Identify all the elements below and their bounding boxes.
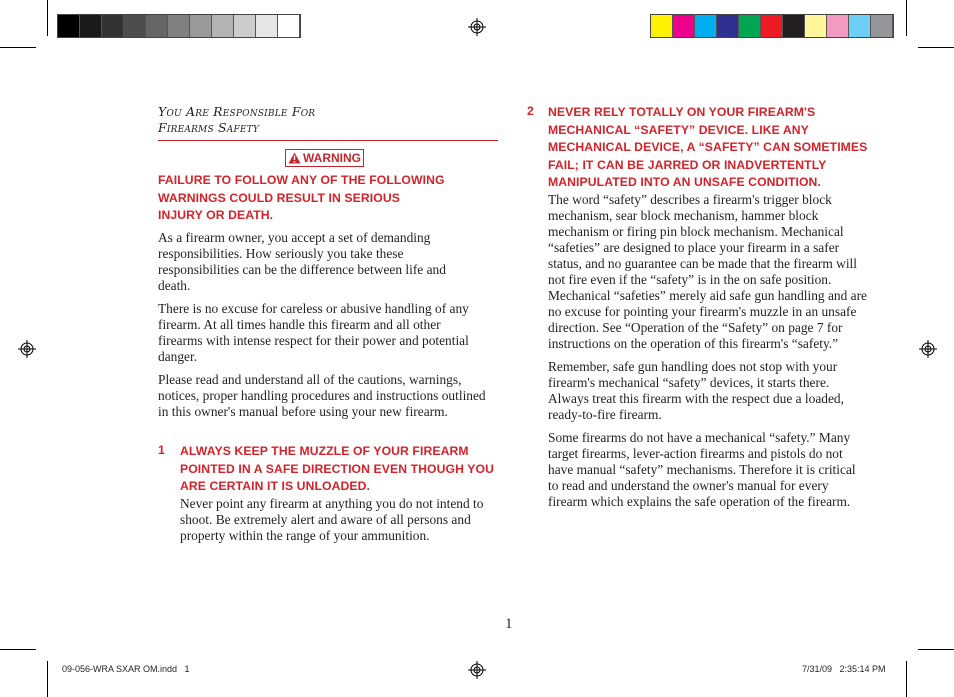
- slug-timestamp: 7/31/09 2:35:14 PM: [802, 664, 886, 674]
- grayscale-bar: [57, 14, 301, 38]
- registration-mark-icon: [919, 340, 937, 358]
- slug-filename: 09-056-WRA SXAR OM.indd 1: [62, 664, 190, 674]
- warning-text: FAILURE TO FOLLOW ANY OF THE FOLLOWING WARNINGS COULD RESULT IN SERIOUS INJURY OR DEATH.: [158, 173, 445, 222]
- item-heading: ALWAYS KEEP THE MUZZLE OF YOUR FIREARM POINTED IN A SAFE DIRECTION EVEN THOUGH YOU ARE CERTAIN IT IS UNLOADED.: [180, 444, 494, 493]
- grayscale-swatch: [278, 15, 300, 37]
- grayscale-swatch: [234, 15, 256, 37]
- warning-triangle-icon: [288, 152, 301, 164]
- grayscale-swatch: [256, 15, 278, 37]
- item-heading: NEVER RELY TOTALLY ON YOUR FIREARM'S MECHANICAL “SAFETY” DEVICE. LIKE ANY MECHANICAL DEVICE, A “SAFETY” CAN SOMETIMES FAIL; IT CAN BE JARRED OR INADVERTENTLY MANIPULATED INTO AN UNSAFE CONDITION.: [548, 105, 868, 189]
- paragraph: Please read and understand all of the cautions, warnings, notices, proper handling procedures and instructions outlined in this owner's manual before using your new firearm.: [158, 371, 486, 419]
- color-swatch: [827, 15, 849, 37]
- grayscale-swatch: [124, 15, 146, 37]
- grayscale-swatch: [58, 15, 80, 37]
- registration-mark-icon: [468, 661, 486, 679]
- registration-mark-icon: [468, 18, 486, 36]
- color-swatch: [849, 15, 871, 37]
- grayscale-swatch: [168, 15, 190, 37]
- item-number: 1: [158, 443, 165, 457]
- color-swatch: [805, 15, 827, 37]
- color-swatch: [871, 15, 893, 37]
- safety-item-1: [180, 443, 500, 544]
- crop-mark: [918, 649, 954, 650]
- color-swatch: [761, 15, 783, 37]
- crop-mark: [0, 47, 36, 48]
- section-heading: [158, 104, 498, 136]
- right-column: [548, 104, 868, 510]
- grayscale-swatch: [80, 15, 102, 37]
- paragraph: Some firearms do not have a mechanical “safety.” Many target firearms, lever-action firearms and pistols do not have manual “safety” mechanisms. Therefore it is critical to read and understand the owner's manual for every firearm which explains the safe operation of the firearm.: [548, 429, 856, 509]
- item-body: Never point any firearm at anything you do not intend to shoot. Be extremely alert and aware of all persons and property within the range of your ammunition.: [180, 495, 484, 543]
- item-body: The word “safety” describes a firearm's trigger block mechanism, sear block mechanism, hammer block mechanism or firing pin block mechanism. Mechanical “safeties” are designed to place your firearm in a safer status, and no guarantee can be made that the firearm will not fire even if the “safety” is in the on safe position. Mechanical “safeties” merely aid safe gun handling and are no excuse for pointing your firearm's muzzle in an unsafe direction. See “Operation of the “Safety” on page 7 for instructions on the operation of this firearm's “safety.”: [548, 191, 867, 351]
- crop-mark: [906, 661, 907, 697]
- crop-mark: [0, 649, 36, 650]
- grayscale-swatch: [102, 15, 124, 37]
- heading-line-1: You Are Responsible For: [158, 104, 316, 119]
- registration-mark-icon: [18, 340, 36, 358]
- heading-line-2: Firearms Safety: [158, 120, 260, 135]
- color-swatch: [783, 15, 805, 37]
- color-swatch: [695, 15, 717, 37]
- paragraph: As a firearm owner, you accept a set of demanding responsibilities. How seriously you take these responsibilities can be the difference between life and death.: [158, 229, 446, 293]
- item-number: 2: [527, 104, 534, 118]
- grayscale-swatch: [146, 15, 168, 37]
- color-bar: [650, 14, 894, 38]
- crop-mark: [47, 0, 48, 36]
- color-swatch: [673, 15, 695, 37]
- paragraph: There is no excuse for careless or abusive handling of any firearm. At all times handle this firearm and all other firearms with intense respect for their power and potential danger.: [158, 300, 469, 364]
- heading-divider: [158, 140, 498, 141]
- warning-label: WARNING: [303, 151, 361, 165]
- grayscale-swatch: [190, 15, 212, 37]
- color-swatch: [717, 15, 739, 37]
- page-number: 1: [505, 616, 513, 632]
- crop-mark: [47, 661, 48, 697]
- left-column: [158, 172, 498, 420]
- crop-mark: [918, 47, 954, 48]
- crop-mark: [906, 0, 907, 36]
- grayscale-swatch: [212, 15, 234, 37]
- warning-badge: [285, 149, 364, 167]
- color-swatch: [651, 15, 673, 37]
- color-swatch: [739, 15, 761, 37]
- paragraph: Remember, safe gun handling does not stop with your firearm's mechanical “safety” devices, it starts there. Always treat this firearm with the respect due a loaded, ready-to-fire firearm.: [548, 358, 844, 422]
